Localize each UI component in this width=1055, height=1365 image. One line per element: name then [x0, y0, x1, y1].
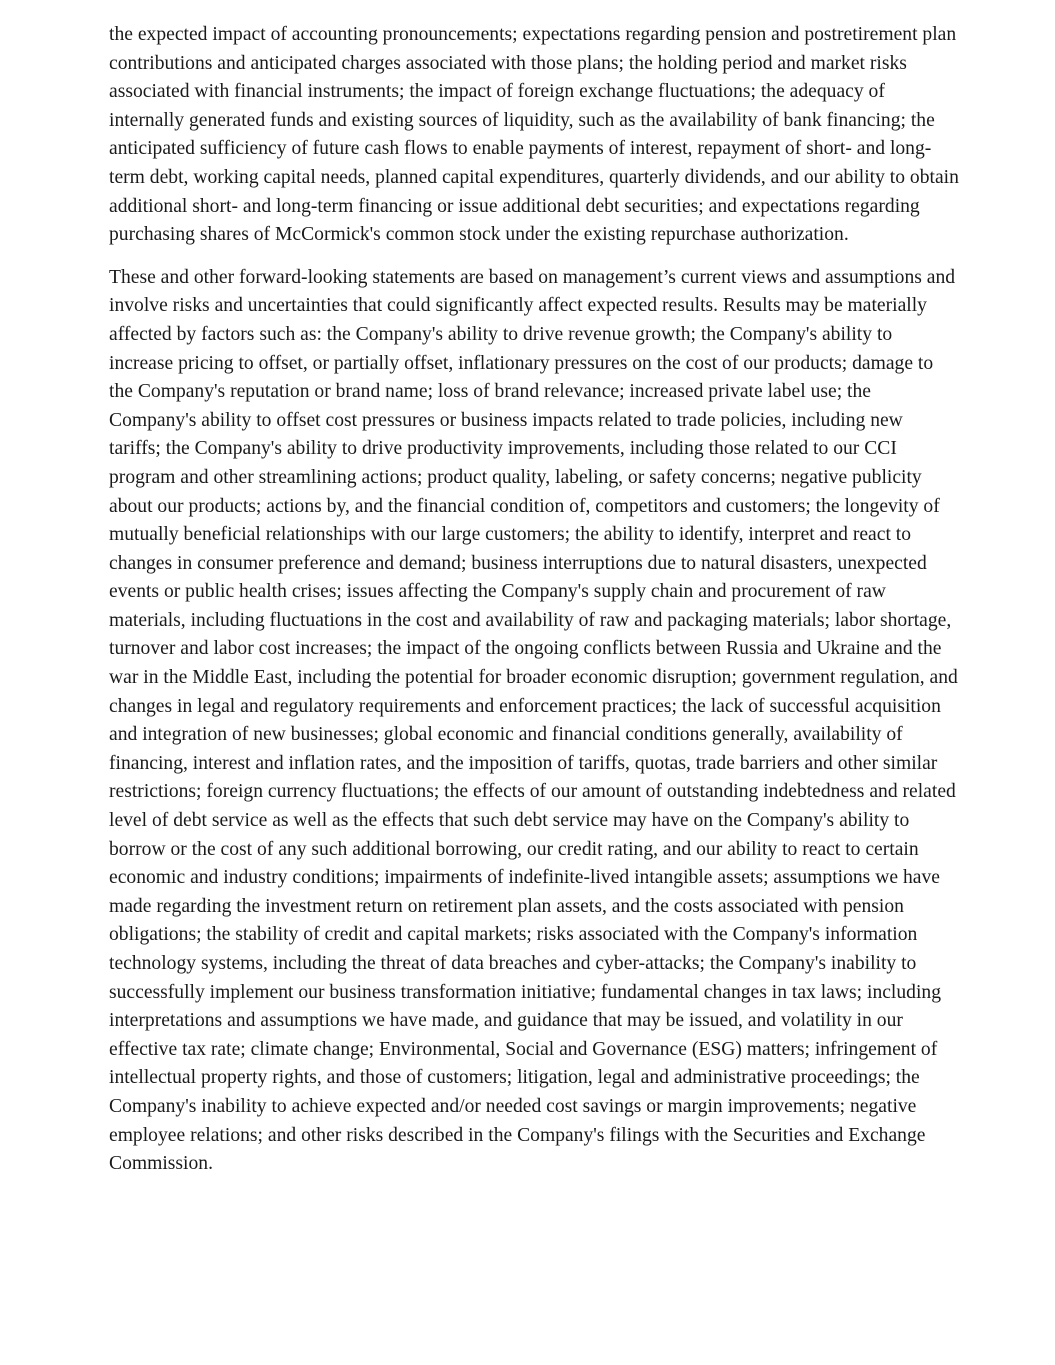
paragraph-forward-looking-topics: the expected impact of accounting pronouncements; expectations regarding pension and postretirement plan contributions and anticipated charges associated with those plans; the holding period and market risks associated with financial instruments; the impact of foreign exchange fluctuations; the adequacy of internally generated funds and existing sources of liquidity, such as the availability of bank financing; the anticipated sufficiency of future cash flows to enable payments of interest, repayment of short- and long-term debt, working capital needs, planned capital expenditures, quarterly dividends, and our ability to obtain additional short- and long-term financing or issue additional debt securities; and expectations regarding purchasing shares of McCormick's common stock under the existing repurchase authorization.: [109, 24, 959, 246]
paragraph-risk-factors: These and other forward-looking statements are based on management’s current views and assumptions and involve risks and uncertainties that could significantly affect expected results. Results may be materially affected by factors such as: the Company's ability to drive revenue growth; the Company's ability to increase pricing to offset, or partially offset, inflationary pressures on the cost of our products; damage to the Company's reputation or brand name; loss of brand relevance; increased private label use; the Company's ability to offset cost pressures or business impacts related to trade policies, including new tariffs; the Company's ability to drive productivity improvements, including those related to our CCI program and other streamlining actions; product quality, labeling, or safety concerns; negative publicity about our products; actions by, and the financial condition of, competitors and customers; the longevity of mutually beneficial relationships with our large customers; the ability to identify, interpret and react to changes in consumer preference and demand; business interruptions due to natural disasters, unexpected events or public health crises; issues affecting the Company's supply chain and procurement of raw materials, including fluctuations in the cost and availability of raw and packaging materials; labor shortage, turnover and labor cost increases; the impact of the ongoing conflicts between Russia and Ukraine and the war in the Middle East, including the potential for broader economic disruption; government regulation, and changes in legal and regulatory requirements and enforcement practices; the lack of successful acquisition and integration of new businesses; global economic and financial conditions generally, availability of financing, interest and inflation rates, and the imposition of tariffs, quotas, trade barriers and other similar restrictions; foreign currency fluctuations; the effects of our amount of outstanding indebtedness and related level of debt service as well as the effects that such debt service may have on the Company's ability to borrow or the cost of any such additional borrowing, our credit rating, and our ability to react to certain economic and industry conditions; impairments of indefinite-lived intangible assets; assumptions we have made regarding the investment return on retirement plan assets, and the costs associated with pension obligations; the stability of credit and capital markets; risks associated with the Company's information technology systems, including the threat of data breaches and cyber-attacks; the Company's inability to successfully implement our business transformation initiative; fundamental changes in tax laws; including interpretations and assumptions we have made, and guidance that may be issued, and volatility in our effective tax rate; climate change; Environmental, Social and Governance (ESG) matters; infringement of intellectual property rights, and those of customers; litigation, legal and administrative proceedings; the Company's inability to achieve expected and/or needed cost savings or margin improvements; negative employee relations; and other risks described in the Company's filings with the Securities and Exchange Commission.: [109, 266, 958, 1175]
document-page: [109, 21, 959, 1193]
